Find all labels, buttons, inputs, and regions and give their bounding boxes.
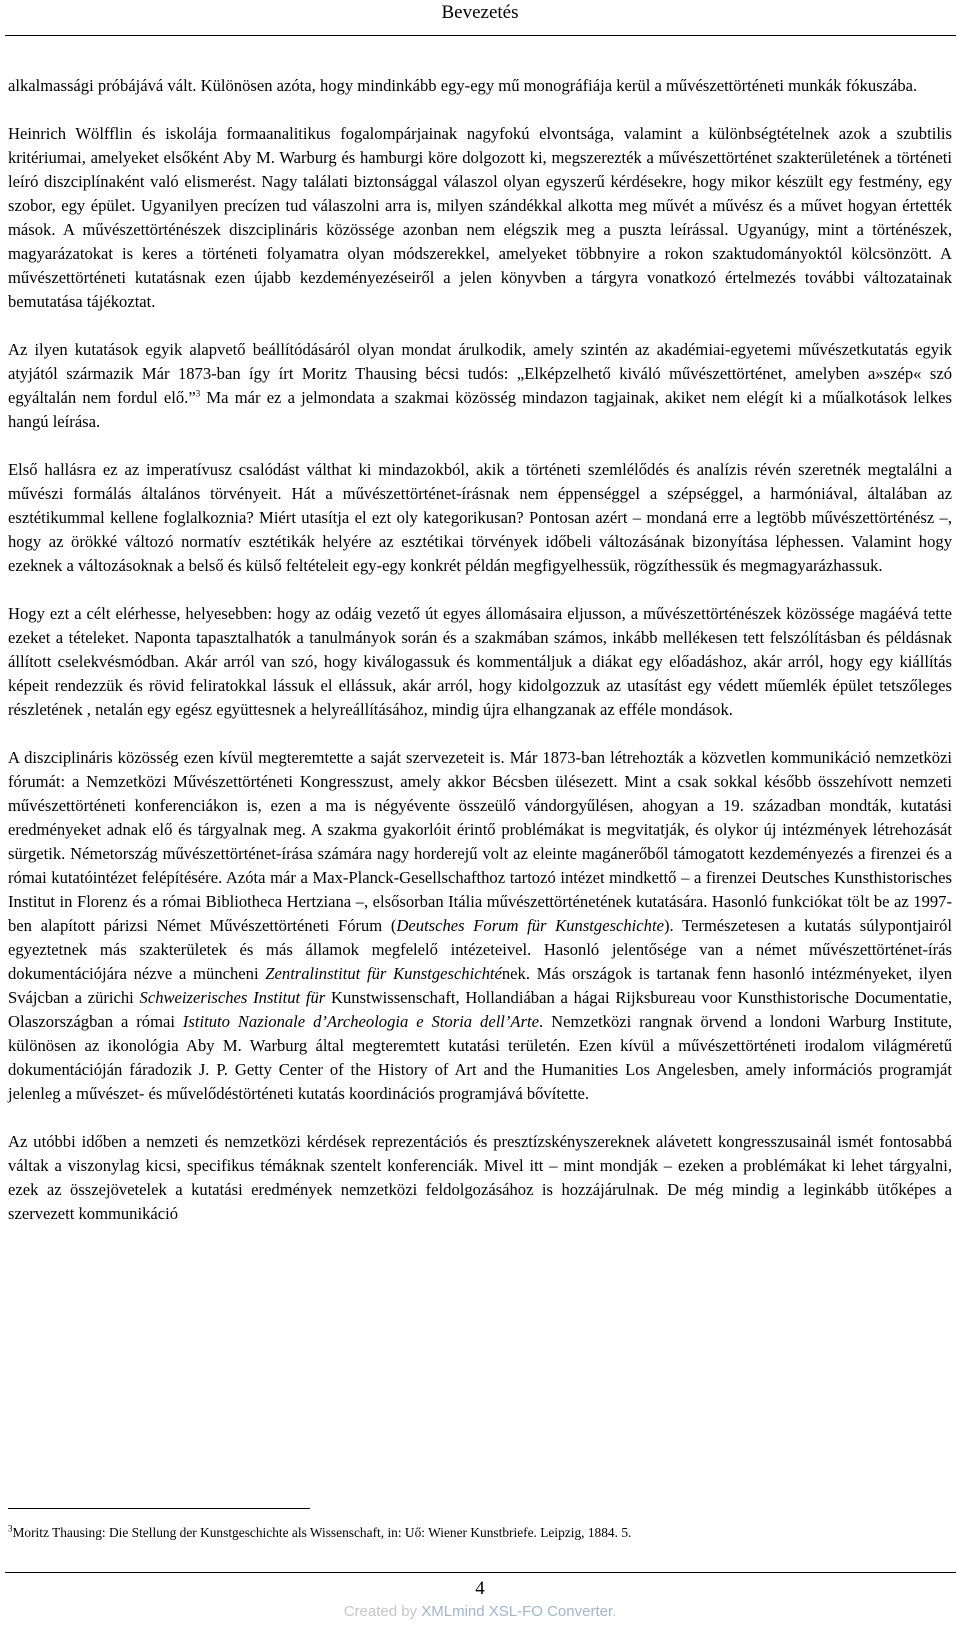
text-run: . Nemzetközi rangnak örvend a londoni — [539, 1012, 829, 1031]
watermark-prefix: Created by — [343, 1603, 422, 1620]
institution-name-italic: Istituto Nazionale d’Archeologia e Storia dell’Arte — [182, 1012, 540, 1031]
institution-name-italic: Deutsches Forum für Kunstgeschichte — [396, 916, 664, 935]
thausing-tail: Ma már ez a jelmondata a szakmai közösség mindazon tagjainak, akiket nem elégít ki a műalkotások lelkes hangú leírása. — [8, 388, 952, 431]
footnote-number: 3 — [8, 1523, 13, 1534]
paragraph-intro-continuation: alkalmassági próbájává vált. Különösen azóta, hogy mindinkább egy-egy mű monográfiája kerül a művészettörténeti munkák fókuszába. — [8, 76, 918, 95]
page-number: 4 — [475, 1578, 485, 1599]
converter-watermark — [0, 1602, 960, 1622]
paragraph-wolfflin: Heinrich Wölfflin és iskolája formaanalitikus fogalompárjainak nagyfokú elvontsága, valamint a különbségtételnek azok a szubtilis kritériumai, amelyeket elsőként Aby M. Warburg és hamburgi köre dolgozott ki, megszerezték a művészettörténet szakterületének a történeti leíró diszciplínaként való elismerést. Nagy találati biztonsággal válaszol olyan egyszerű kérdésekre, hogy mikor készült egy festmény, egy szobor, egy épület. Ugyanilyen precízen tud válaszolni arra is, milyen szándékkal alkotta meg művét a művész és a művet hogyan értették mások. A művészettörténészek diszciplináris közössége azonban nem elégszik meg a puszta leírással. Ugyanúgy, mint a történészek, magyarázatokat is keres a történeti folyamatra olyan módszerekkel, amelyeket többnyire a rokon szaktudományoktól kölcsönzött. A művészettörténeti kutatásnak ezen újabb kezdeményezéseiről a jelen könyvben a tárgyra vonatkozó értelmezés további változatainak bemutatása tájékoztat. — [8, 124, 952, 311]
paragraph-conferences: Az utóbbi időben a nemzeti és nemzetközi kérdések reprezentációs és presztízskényszereknek alávetett kongresszusainál ismét fontosabbá váltak a viszonylag kicsi, specifikus témáknak szentelt konferenciák. Mivel itt – mint mondják – ezeken a problémákat ki lehet tárgyalni, ezek az összejövetelek a kutatási eredmények nemzetközi feldolgozásához is hozzájárulnak. De még mindig a leginkább ütőképes a szervezett kommunikáció — [8, 1132, 952, 1223]
text-run: , Hollandiában a hágai — [455, 988, 616, 1007]
institution-name: Deutsches Kunsthistorisches Institut in Florenz — [8, 868, 952, 911]
text-run: A diszciplináris közösség ezen kívül megteremtette a saját szervezeteit is. Már 1873-ban létrehozták a közvetlen kommunikáció nemzetközi fórumát: a Nemzetközi Művészettörténeti Kongresszust, amely akkor Bécsben ülésezett. Mint a csak sokkal később összehívott nemzeti művészettörténeti konferenciákon is, ezen a ma is négyévente összeülő vándorgyűlésen, ahogyan a 19. században mondták, kutatási eredményeket adnak elő és tárgyalnak meg. A szakma gyakorlóit érintő problémákat is megvitatják, és olykor új intézmények létrehozását sürgetik. Németország művészettörténet-írása számára nagy horderejű volt az eleinte magánerőből támogatott kezdeményezés a firenzei és a római kutatóintézet felépítésére. Azóta már a — [8, 748, 952, 887]
footnote-divider — [8, 1508, 310, 1509]
text-run: ). Természetesen a kutatás súlypontjairól egyeztetnek más szakterületek és más államok megfelelő intézeteivel. Hasonló jelentősége van a német művészettörténet-írás dokumentációjára nézve a müncheni — [8, 916, 952, 983]
institution-name: Warburg Institute — [828, 1012, 948, 1031]
footer-divider — [5, 1572, 956, 1573]
watermark-brand: XMLmind XSL-FO Converter — [421, 1603, 613, 1620]
thausing-text: Az ilyen kutatások egyik alapvető beállítódásáról olyan mondat árulkodik, amely szintén az akadémiai-egyetemi művészetkutatás egyik atyjától származik Már 1873-ban így írt Moritz Thausing bécsi tudós: „Elképzelhető kiváló művészettörténet, amelyben a»szép« szó egyáltalán nem fordul elő.” — [8, 340, 952, 407]
text-run: –, elsősorban Itália művészettörténetének kutatására. Hasonló funkciókat tölt be az 1997-ben alapított párizsi Német Művészettörténeti Fórum ( — [8, 892, 952, 935]
institution-name: Kunstwissenschaft — [331, 988, 456, 1007]
text-run: és a római — [127, 892, 206, 911]
institution-name: Bibliotheca Hertziana — [205, 892, 352, 911]
footnote — [8, 1524, 952, 1542]
footnote-reference[interactable]: 3 — [195, 388, 201, 399]
institution-name: Rijksbureau voor Kunsthistorische Documentatie — [615, 988, 948, 1007]
institution-name-italic: Schweizerisches Institut für — [139, 988, 326, 1007]
paragraph-institutions — [8, 746, 952, 1106]
paragraph-thausing — [8, 338, 952, 434]
paragraph-goal: Hogy ezt a célt elérhesse, helyesebben: hogy az odáig vezető út egyes állomásaira eljusson, a művészettörténészek közössége magáévá tette ezeket a tételeket. Naponta tapasztalhatók a tanulmányok során és a szakmában számos, inkább mellékesen tett felszólításban és példásnak állított cselekvésmódban. Akár arról van szó, hogy kiválogassuk és kommentáljuk a diákat egy előadáshoz, akár arról, hogy egy kiállítás képeit rendezzük és rövid feliratokkal lássuk el ellássuk, akár arról, hogy kidolgozzuk az utasítást egy védett műemlék épület tetszőleges részletének , netalán egy egész együttesnek a helyreállításához, mindig újra elhangzanak az efféle mondások. — [8, 604, 952, 719]
text-run: , Olaszországban a római — [8, 988, 952, 1031]
text-run: , amely információs programját jelenleg a művészet- és művelődéstörténeti kutatás koordinációs programjává bővítette. — [8, 1060, 952, 1103]
watermark-suffix: . — [612, 1603, 617, 1620]
text-run: tartozó intézet mindkettő – a firenzei — [505, 868, 762, 887]
text-run: nek. Más országok is tartanak fenn hasonló intézményeket, ilyen Svájcban a zürichi — [8, 964, 952, 1007]
text-run: , különösen az ikonológia Aby M. Warburg által megteremtett kutatási területén. Ezen kívül a művészettörténeti irodalom világméretű dokumentációján fáradozik — [8, 1012, 952, 1079]
header-divider — [5, 35, 956, 36]
page-body — [8, 74, 952, 1226]
footnote-text: Moritz Thausing: Die Stellung der Kunstgeschichte als Wissenschaft, in: Uő: Wiener Kunstbriefe. Leipzig, 1884. 5. — [12, 1525, 632, 1540]
running-header: Bevezetés — [441, 2, 519, 23]
institution-name: Max-Planck-Gesellschafthoz — [312, 868, 506, 887]
institution-name: J. P. Getty Center of the History of Art and the Humanities Los Angelesben — [198, 1060, 735, 1079]
paragraph-imperative: Első hallásra ez az imperatívusz csalódást válthat ki mindazokból, akik a történeti szemlélődés és analízis révén szeretnék megtalálni a művészi formálás általános törvényeit. Hát a művészettörténet-írásnak nem éppenséggel a szépséggel, a harmóniával, általában az esztétikummal kellene foglalkoznia? Miért utasítja el ezt oly kategorikusan? Pontosan azért – mondaná erre a legtöbb művészettörténész –, hogy az örökké változó normatív esztétikák helyére az esztétikai törvények időbeli változásának bizonyítása léphessen. Valamint hogy ezeknek a változásoknak a belső és külső feltételeit egy-egy konkrét példán megfigyelhessük, rögzíthessük és megmagyarázhassuk. — [8, 460, 952, 575]
institution-name-italic: Zentralinstitut für Kunstgeschichté — [265, 964, 502, 983]
